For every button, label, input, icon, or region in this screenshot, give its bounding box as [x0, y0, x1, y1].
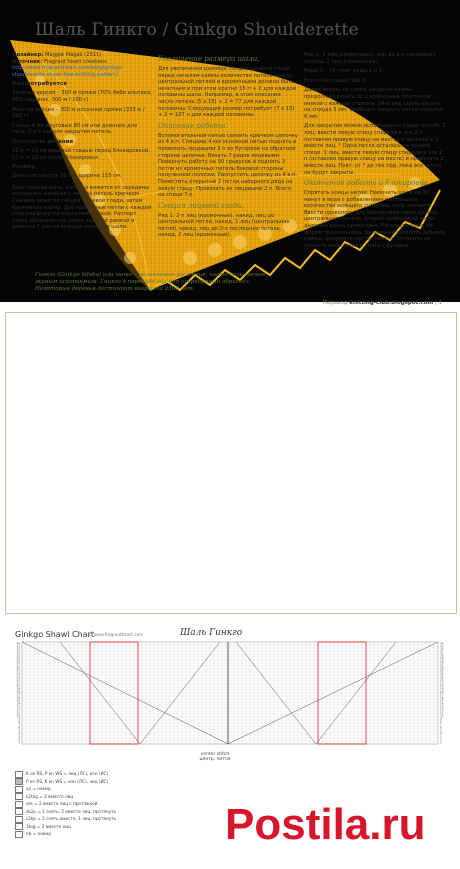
- row-label-right: 16: [440, 695, 444, 700]
- row-label-right: 21: [440, 680, 444, 685]
- stockinette-text: Ряд 1: 2 п лиц (кромочные), накид, лиц до центральной петли, накид, 1 лиц (центральная петля), накид, лиц до 2-х последних петель, накид, 2 лиц (кромочные).: [158, 212, 290, 239]
- row-label-right: 6: [440, 725, 442, 730]
- row-label-left: 21: [16, 680, 20, 685]
- intro-text: Треугольная шаль, которая вяжется от середины основания, начиная с набора петель крючком. Сначала вяжется секция лицевой глади, затем кружевная кайма. Две кромочные петли с каждой стороны вяжутся платочной вязкой. Раппорт узора обозначен на схеме красной рамкой и вяжется 5 раз на каждой половине шали.: [12, 184, 152, 231]
- row-label-right: 1: [440, 740, 442, 745]
- designer-label: Дизайнер:: [12, 52, 44, 58]
- row-label-left: 3: [18, 734, 20, 739]
- postila-watermark: [225, 795, 455, 850]
- row-label-right: 12: [440, 707, 444, 712]
- row-label-right: 17: [440, 692, 444, 697]
- row-label-left: 33: [16, 644, 20, 649]
- row-label-left: 8: [18, 719, 20, 724]
- legend-item: K on RS, P on WS = лиц (ЛС), изн (ИС): [15, 770, 116, 778]
- row-label-right: 22: [440, 677, 444, 682]
- enlarge-text: Для увеличения размера секции лицевой глади перед началом каймы количество петель между центральной петлей и кромочными должно быть нечетным и при этом кратно 15 п + 2 для каждой половины шали. Например, в этом описании число петель (5 х 15) + 2 = 77 для каждой половины. Следующий размер потребует (7 х 15) + 2 = 107 п для каждой половины.: [158, 66, 297, 119]
- row-label-right: 4: [440, 731, 442, 736]
- center-stitch-label-ru: центр. петля: [199, 757, 231, 762]
- legend-item: k2tog = 2 вместе лиц: [15, 793, 116, 801]
- credit-site-link[interactable]: knitting-club.blogspot.com: [349, 300, 434, 306]
- page-number: | 1: [434, 300, 442, 306]
- needles-text: Спицы 4 мм круговые 80 см или длиннее для тела, 5 и 6 мм для закрытия петель.: [12, 122, 137, 136]
- row-label-left: 24: [16, 671, 20, 676]
- row-label-right: 27: [440, 662, 444, 667]
- row-label-right: 15: [440, 698, 444, 703]
- legend-item: P on RS, K on WS = изн (ЛС), лиц (ИС): [15, 778, 116, 786]
- row-label-right: 31: [440, 650, 444, 655]
- legend-item: 3tog = 3 вместе лиц: [15, 823, 116, 831]
- row-label-left: 9: [18, 716, 20, 721]
- yarn-yellow: Желтая версия – 300 м носочной пряжи (333 м / 100 г): [12, 106, 145, 120]
- row-label-left: 17: [16, 692, 20, 697]
- row-label-right: 13: [440, 704, 444, 709]
- row-label-right: 3: [440, 734, 442, 739]
- row-label-right: 32: [440, 647, 444, 652]
- row-label-left: 30: [16, 653, 20, 658]
- watermark-text: Postila.ru: [225, 800, 426, 849]
- row-label-left: 13: [16, 704, 20, 709]
- blocking-text: Спрятать концы нитей. Намочить шаль на 30 минут в воде с добавлением небольшого количества моющего средства, если желаете. Ввести проволоку для блокировки через кромку центральных петель, второй проволокой через дырочки вдоль кромочных. Растянуть шаль по форме треугольника. Булавками заколоть зубчики каймы, формируя листья гинкго. Оставить до полного высыхания и снять с булавок.: [304, 190, 445, 249]
- document-frame: [5, 312, 457, 614]
- chart-legend: [15, 770, 116, 838]
- work-heading: Описание работы.: [158, 121, 229, 130]
- translation-credit: [323, 300, 442, 306]
- row-label-left: 34: [16, 641, 20, 646]
- row-label-right: 2: [440, 737, 442, 742]
- row-label-right: 26: [440, 665, 444, 670]
- row-label-right: 18: [440, 689, 444, 694]
- row-label-left: 20: [16, 683, 20, 688]
- knitting-chart-grid: [0, 640, 460, 752]
- rows-repeat-text: Ряды 3 – 76: повт ряды 1 и 2.: [304, 68, 384, 75]
- circle-icon: [15, 786, 23, 793]
- ginkgo-note: Гинкго (Ginkgo biloba) или гинко – реликтовое растение, часто называемое живым ископаемым. Гинкго в переводе значит «серебряный абрикос». Некоторые деревья достигают возраста 2500 лет.: [35, 272, 266, 292]
- row-label-right: 29: [440, 656, 444, 661]
- chart-title: Ginkgo Shawl Chart: [15, 630, 94, 639]
- row-label-left: 31: [16, 650, 20, 655]
- row-label-right: 8: [440, 719, 442, 724]
- lambda-icon: [15, 816, 23, 823]
- row-label-left: 32: [16, 647, 20, 652]
- row-label-left: 16: [16, 695, 20, 700]
- slash-icon: [15, 793, 23, 800]
- row-label-right: 23: [440, 674, 444, 679]
- credit-prefix: Перевод: [322, 300, 348, 306]
- row-label-left: 29: [16, 656, 20, 661]
- size-text: Длина по центру 55 см, ширина 115 см.: [12, 173, 122, 180]
- row-label-left: 26: [16, 665, 20, 670]
- stitch-total-text: Всего на спицах 156 п.: [304, 77, 368, 84]
- row-label-right: 19: [440, 686, 444, 691]
- backslash-icon: [15, 801, 23, 808]
- stockinette-heading: Секция лицевой глади.: [158, 201, 245, 210]
- size-heading: Размер: [12, 164, 36, 171]
- chart-source: © www.fragrantheart.com: [88, 632, 144, 637]
- row-label-left: 18: [16, 689, 20, 694]
- legend-item: yo = накид: [15, 785, 116, 793]
- row-label-left: 27: [16, 662, 20, 667]
- square-icon: [15, 771, 23, 778]
- lace-border-text: Далее вязать по схеме ажурной каймы, продолжая вязать по 2 кромочных платочной вязкой с каждой стороны. 34-й ряд схемы вязать на спицах 5 мм. Свободно закрыть петли спицами 6 мм.: [304, 87, 444, 120]
- row-label-left: 7: [18, 722, 20, 727]
- row-label-right: 9: [440, 716, 442, 721]
- center-stitch-label: [190, 752, 240, 762]
- row-label-left: 15: [16, 698, 20, 703]
- bind-off-text: Для закрытия можно использовать такой способ: 2 лиц, ввести левую спицу спереди в эти 2 п (оставляя правую спицу на месте) и провязать 2 вместе лиц. * Одна петля осталась на правой спице. 1 лиц, ввести левую спицу спереди в эти 2 п (оставляя правую спицу на месте) и провязать 2 вместе лиц. Повт. от * до тех пор, пока все петли не будут закрыты.: [304, 123, 446, 176]
- row-label-right: 11: [440, 710, 444, 715]
- row-label-right: 33: [440, 644, 444, 649]
- column-materials: [12, 52, 152, 234]
- pattern-document: [0, 302, 460, 612]
- center-stitch-label-en: center stitch: [200, 752, 230, 757]
- row-label-right: 7: [440, 722, 442, 727]
- dot-icon: [15, 831, 23, 838]
- row-label-left: 10: [16, 713, 20, 718]
- row-label-left: 1: [18, 740, 20, 745]
- legend-item: ssk = 2 вместе лиц с протяжкой: [15, 800, 116, 808]
- row-label-left: 28: [16, 659, 20, 664]
- row-label-left: 6: [18, 725, 20, 730]
- enlarge-heading: Увеличение размера шали.: [158, 55, 260, 63]
- row-label-left: 12: [16, 707, 20, 712]
- legend-item: sk2p = 1 снять, 2 вместе лиц, протянуть: [15, 808, 116, 816]
- square-icon: [15, 778, 23, 785]
- row-label-right: 25: [440, 668, 444, 673]
- row-label-left: 19: [16, 686, 20, 691]
- row-label-right: 30: [440, 653, 444, 658]
- triple-icon: [15, 823, 23, 830]
- row-label-left: 23: [16, 674, 20, 679]
- row-label-left: 2: [18, 737, 20, 742]
- designer-name: Maggie Magali (2011): [44, 52, 102, 58]
- row-label-left: 14: [16, 701, 20, 706]
- legend-item: nb = накид: [15, 830, 116, 838]
- document-title: Шаль Гинкго / Ginkgo Shoulderette: [35, 20, 359, 40]
- density-text: 22 п = 10 см лицевой гладью перед блокировкой, 17 п = 10 см после блокировки.: [12, 147, 150, 161]
- row-label-right: 34: [440, 641, 444, 646]
- source-link[interactable]: http://www.fragrantheart.com/blog/ginkgo-shoulderette-shawl-free-knitting-pattern/: [12, 65, 124, 78]
- row2-text: Ряд 2: 2 лиц (кромочные), изн до 2-х последних петель, 2 лиц (кромочные): [304, 52, 436, 65]
- row-label-left: 4: [18, 731, 20, 736]
- work-text: Вспомогательной нитью связать крючком цепочку из 4 в.п. Спицами 4 мм основной нитью поднять и провязать лицевыми 2 п из бугорков на обратной стороне цепочки. Вязать 7 рядов лицевыми. Повернуть работу на 90 градусов и поднять 3 петли из кромочных петель боковой стороны полученной полоски. Распустить цепочку из 4 в.п. Поместить открытые 2 петли наборного ряда на левую спицу. Провязать их лицевыми 2 п. Всего на спице 7 п.: [158, 132, 298, 199]
- row-label-right: 5: [440, 728, 442, 733]
- column-instructions: [158, 52, 298, 242]
- yarn-green: Зеленая версия – 300 м пряжи (70% беби альпака, 80% мериноc, 300 м / 100 г): [12, 90, 152, 103]
- density-heading: Плотность вязания: [12, 138, 74, 145]
- row-label-right: 24: [440, 671, 444, 676]
- chart-title-ru: Шаль Гинкго: [180, 628, 243, 638]
- legend-item: s2kp = 2 снять вместе, 1 лиц, протянуть: [15, 815, 116, 823]
- blocking-heading: Окончание работы и блокировка.: [304, 179, 431, 188]
- source-name: Fragrant heart creations: [44, 58, 107, 65]
- column-finishing: [304, 52, 446, 252]
- need-heading: Вам потребуется: [12, 81, 67, 88]
- row-label-right: 10: [440, 713, 444, 718]
- arrow-up-icon: [15, 808, 23, 815]
- row-label-left: 25: [16, 668, 20, 673]
- row-label-right: 28: [440, 659, 444, 664]
- row-label-left: 11: [16, 710, 20, 715]
- row-label-right: 20: [440, 683, 444, 688]
- row-label-left: 22: [16, 677, 20, 682]
- source-label: Источник:: [12, 58, 43, 65]
- row-label-left: 5: [18, 728, 20, 733]
- row-label-right: 14: [440, 701, 444, 706]
